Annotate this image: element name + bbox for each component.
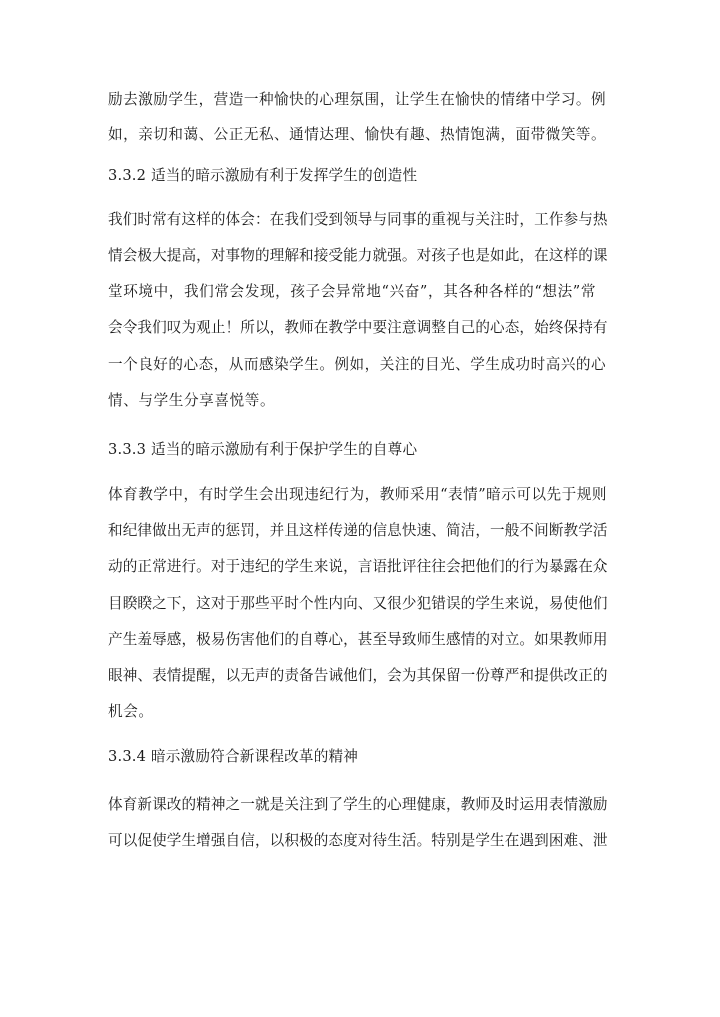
paragraph-line: 产生羞辱感，极易伤害他们的自尊心，甚至导致师生感情的对立。如果教师用 [108,631,608,648]
paragraph-line: 机会。 [108,703,154,720]
section-heading-3-3-2: 3.3.2 适当的暗示激励有利于发挥学生的创造性 [108,167,418,184]
paragraph-line: 和纪律做出无声的惩罚，并且这样传递的信息快速、简洁，一般不间断教学活 [108,522,608,539]
paragraph-line: 情会极大提高，对事物的理解和接受能力就强。对孩子也是如此，在这样的课 [108,247,608,264]
paragraph-line: 如，亲切和蔼、公正无私、通情达理、愉快有趣、热情饱满，面带微笑等。 [108,126,607,143]
paragraph-line: 动的正常进行。对于违纪的学生来说，言语批评往往会把他们的行为暴露在众 [108,558,608,575]
paragraph-line: 励去激励学生，营造一种愉快的心理氛围，让学生在愉快的情绪中学习。例 [108,91,607,108]
paragraph-line: 会令我们叹为观止！所以，教师在教学中要注意调整自己的心态，始终保持有 [108,319,608,336]
paragraph-line: 眼神、表情提醒，以无声的责备告诫他们，会为其保留一份尊严和提供改正的 [108,667,608,684]
section-heading-3-3-4: 3.3.4 暗示激励符合新课程改革的精神 [108,748,359,765]
paragraph-line: 目睽睽之下，这对于那些平时个性内向、又很少犯错误的学生来说，易使他们 [108,595,608,612]
paragraph-line: 可以促使学生增强自信，以积极的态度对待生活。特别是学生在遇到困难、泄 [108,832,608,849]
paragraph-line: 体育新课改的精神之一就是关注到了学生的心理健康，教师及时运用表情激励 [108,796,608,813]
paragraph-line: 体育教学中，有时学生会出现违纪行为，教师采用“表情”暗示可以先于规则 [108,486,607,503]
paragraph-line: 一个良好的心态，从而感染学生。例如，关注的目光、学生成功时高兴的心 [108,356,607,373]
paragraph-line: 我们时常有这样的体会：在我们受到领导与同事的重视与关注时，工作参与热 [108,211,608,228]
paragraph-line: 堂环境中，我们常会发现，孩子会异常地“兴奋”，其各种各样的“想法”常 [108,283,597,300]
paragraph-line: 情、与学生分享喜悦等。 [108,392,276,409]
section-heading-3-3-3: 3.3.3 适当的暗示激励有利于保护学生的自尊心 [108,441,418,458]
